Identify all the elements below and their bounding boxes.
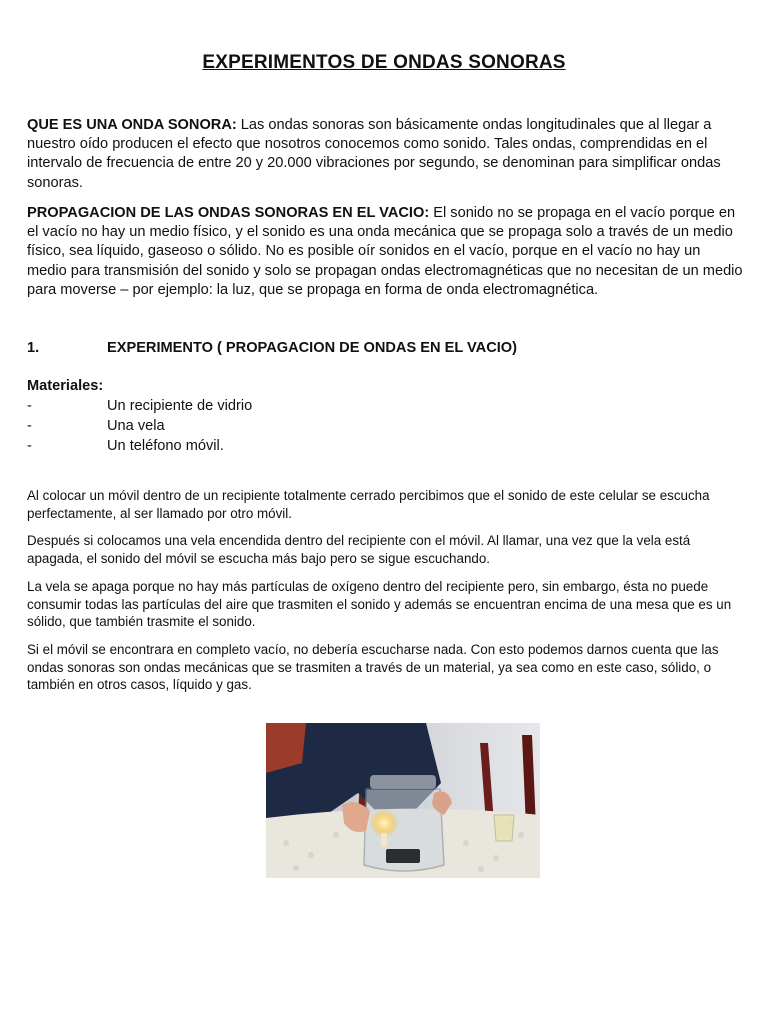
materials-label: Materiales: (27, 378, 104, 394)
experiment-photo (266, 723, 540, 878)
section-text: Las ondas sonoras son básicamente ondas longitudinales que al llegar a nuestro oído producen el efecto que nosotros conocemos como sonido. Tales ondas, comprendidas en el intervalo de frecuencia de entre 20 y 20.000 vibraciones por segundo, se denominan para simplificar ondas sonoras. (27, 117, 721, 191)
list-item-label: Una vela (107, 418, 165, 434)
body-paragraph: Al colocar un móvil dentro de un recipiente totalmente cerrado percibimos que el sonido de este celular se escucha perfectamente, al ser llamado por otro móvil. (27, 488, 710, 521)
section-propagation-vacuum (27, 204, 743, 300)
body-paragraph: Si el móvil se encontrara en completo vacío, no debería escucharse nada. Con esto podemos darnos cuenta que las ondas sonoras son ondas mecánicas que se trasmiten a través de un material, ya sea como en este caso, sólido, o también en otros casos, líquido y gas. (27, 642, 719, 693)
list-item (27, 397, 527, 417)
list-bullet: - (27, 398, 32, 414)
materials-list (27, 397, 527, 457)
section-heading: QUE ES UNA ONDA SONORA: (27, 117, 237, 133)
list-bullet: - (27, 418, 32, 434)
list-item-label: Un recipiente de vidrio (107, 398, 253, 414)
section-what-is-sound-wave (27, 116, 743, 193)
body-paragraph: Después si colocamos una vela encendida dentro del recipiente con el móvil. Al llamar, una vez que la vela está apagada, el sonido del móvil se escucha más bajo pero se sigue escuchando. (27, 533, 691, 566)
list-item (27, 417, 527, 437)
section-heading: PROPAGACION DE LAS ONDAS SONORAS EN EL VACIO: (27, 205, 430, 221)
body-paragraph: La vela se apaga porque no hay más partículas de oxígeno dentro del recipiente pero, sin embargo, ésta no puede consumir todas las partículas del aire que trasmiten el sonido y además se encuentran encima de una mesa que es un sólido, que también trasmite el sonido. (27, 579, 732, 630)
experiment-number: 1. (27, 340, 40, 356)
document-title: EXPERIMENTOS DE ONDAS SONORAS (202, 52, 566, 73)
list-item-label: Un teléfono móvil. (107, 438, 224, 454)
list-item (27, 437, 527, 457)
section-text: El sonido no se propaga en el vacío porque en el vacío no hay un medio físico, y el sonido es una onda mecánica que se propaga solo a través de un medio físico, sea líquido, gaseoso o sólido. No es posible oír sonidos en el vacío, porque en el vacío no hay un medio para transmisión del sonido y solo se propagan ondas electromagnéticas que no necesitan de un medio para moverse – por ejemplo: la luz, que se propaga en forma de onda electromagnética. (27, 205, 743, 298)
list-bullet: - (27, 438, 32, 454)
experiment-title: EXPERIMENTO ( PROPAGACION DE ONDAS EN EL VACIO) (107, 340, 518, 356)
